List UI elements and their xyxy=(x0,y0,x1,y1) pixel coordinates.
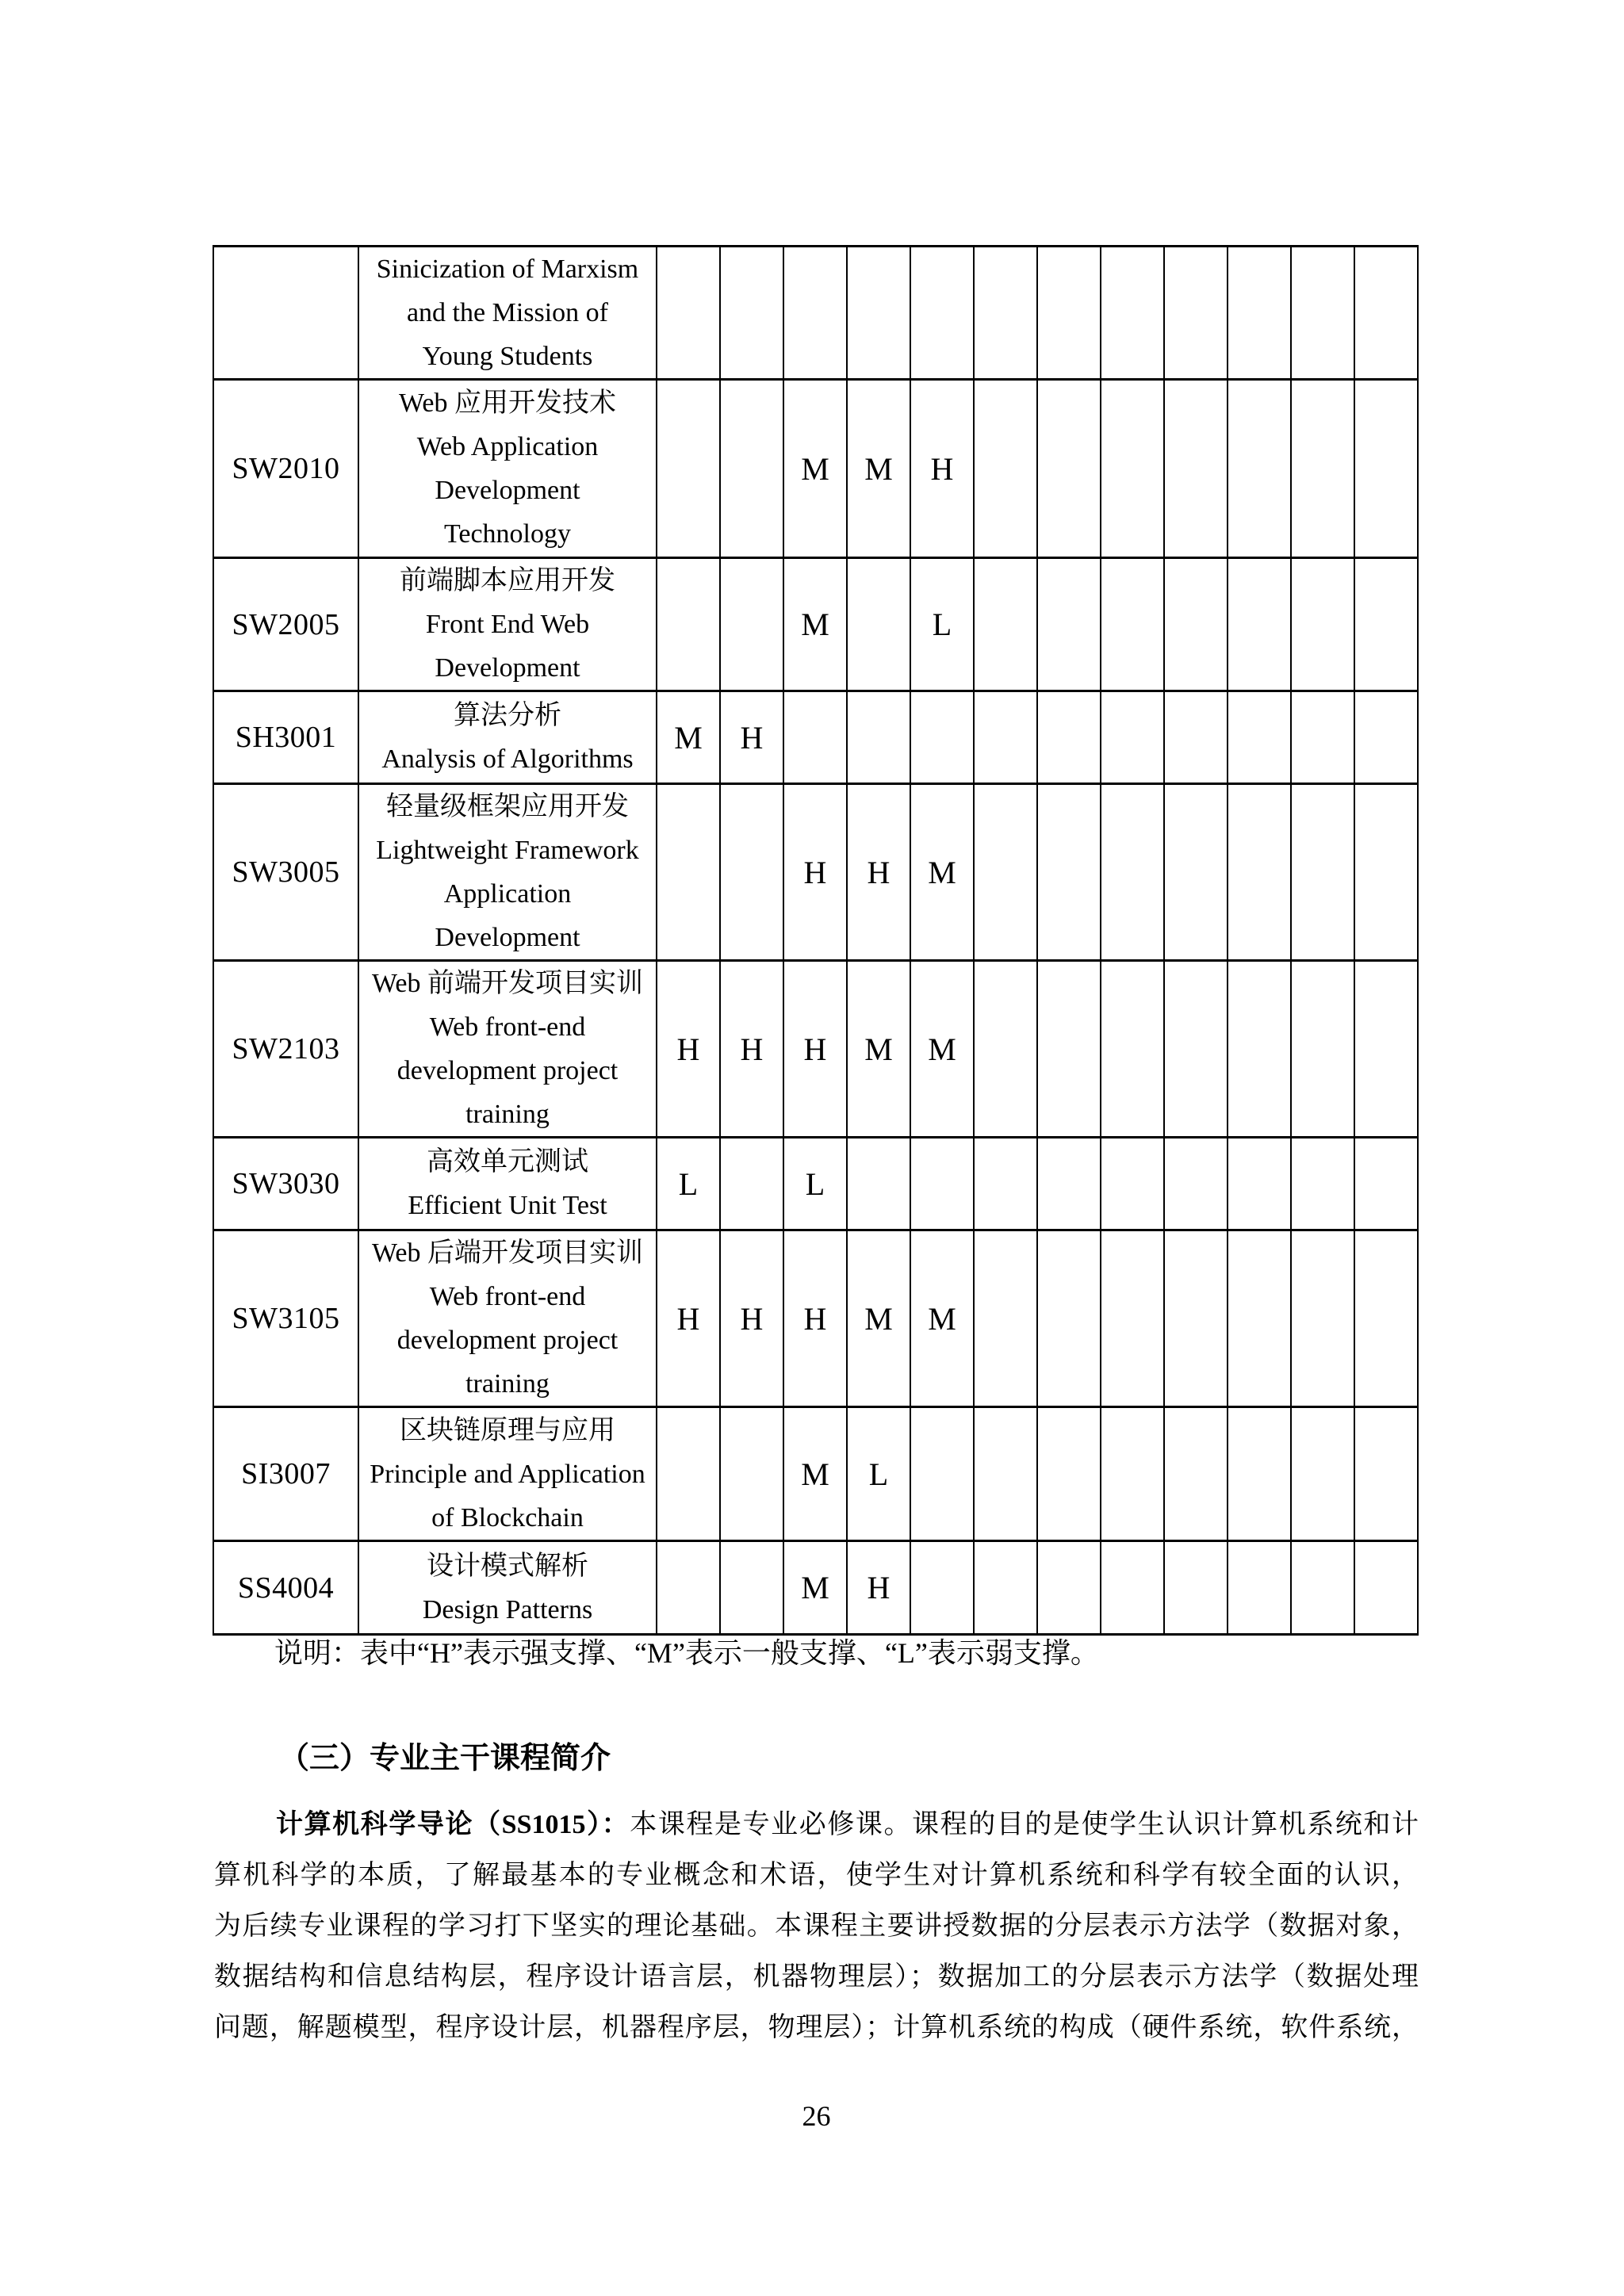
support-mark-cell xyxy=(1164,247,1228,380)
course-code-cell: SS4004 xyxy=(213,1541,358,1635)
table-legend: 说明：表中“H”表示强支撑、“M”表示一般支撑、“L”表示弱支撑。 xyxy=(274,1637,1099,1669)
support-mark-cell xyxy=(1291,1541,1354,1635)
support-mark-cell xyxy=(1164,691,1228,784)
course-name-cell xyxy=(358,961,657,1138)
course-name-line: Front End Web xyxy=(425,610,590,639)
course-intro-paragraph xyxy=(214,1800,1419,2053)
support-mark-cell: M xyxy=(847,1230,910,1407)
support-mark-cell xyxy=(910,1407,974,1541)
support-mark-cell xyxy=(1037,1407,1101,1541)
course-name-cell xyxy=(358,558,657,691)
course-name-line: Web 应用开发技术 xyxy=(399,388,616,418)
course-name-cell xyxy=(358,1138,657,1230)
support-mark-cell xyxy=(910,1541,974,1635)
support-mark-cell xyxy=(1291,380,1354,558)
course-name-line: Lightweight Framework xyxy=(376,836,639,865)
support-mark-cell: H xyxy=(720,691,783,784)
support-mark-cell xyxy=(1164,1230,1228,1407)
support-mark-cell xyxy=(1164,558,1228,691)
support-mark-cell xyxy=(974,247,1037,380)
course-name-line: Design Patterns xyxy=(422,1594,593,1624)
course-name-line: Young Students xyxy=(422,342,593,371)
support-mark-cell xyxy=(1228,558,1291,691)
table-row xyxy=(213,558,1418,691)
support-mark-cell xyxy=(720,558,783,691)
course-code-cell xyxy=(213,247,358,380)
course-name-line: and the Mission of xyxy=(406,298,609,327)
support-mark-cell xyxy=(1101,691,1164,784)
table-row xyxy=(213,1138,1418,1230)
support-mark-cell xyxy=(1037,380,1101,558)
table-row xyxy=(213,961,1418,1138)
course-name-line: Efficient Unit Test xyxy=(408,1191,607,1220)
course-name-line: 高效单元测试 xyxy=(427,1147,588,1177)
support-mark-cell xyxy=(1037,1541,1101,1635)
support-mark-cell xyxy=(657,247,720,380)
support-mark-cell xyxy=(1101,558,1164,691)
support-mark-cell xyxy=(1228,784,1291,961)
course-intro-lead: 计算机科学导论（SS1015）： xyxy=(276,1810,630,1839)
support-mark-cell xyxy=(1354,961,1418,1138)
course-name-line: Principle and Application xyxy=(370,1459,645,1489)
course-code-cell: SW3030 xyxy=(213,1138,358,1230)
course-name-line: 区块链原理与应用 xyxy=(400,1415,615,1445)
course-name-line: development project xyxy=(396,1056,619,1085)
course-name-line: Sinicization of Marxism xyxy=(376,254,639,284)
course-name-line: training xyxy=(465,1100,550,1129)
support-mark-cell xyxy=(657,1541,720,1635)
course-name-line: Development xyxy=(435,923,580,952)
support-mark-cell xyxy=(1101,1230,1164,1407)
support-mark-cell: H xyxy=(783,961,847,1138)
support-mark-cell xyxy=(974,691,1037,784)
support-mark-cell: H xyxy=(783,1230,847,1407)
support-mark-cell: M xyxy=(847,380,910,558)
support-mark-cell: M xyxy=(910,961,974,1138)
course-name-line: 轻量级框架应用开发 xyxy=(386,792,629,821)
table-row xyxy=(213,784,1418,961)
course-name-line: 算法分析 xyxy=(454,701,561,730)
support-mark-cell xyxy=(1101,784,1164,961)
support-mark-cell xyxy=(974,961,1037,1138)
support-mark-cell xyxy=(1037,1138,1101,1230)
support-mark-cell xyxy=(847,691,910,784)
support-mark-cell xyxy=(1354,1407,1418,1541)
support-mark-cell xyxy=(1354,380,1418,558)
support-mark-cell xyxy=(1291,784,1354,961)
course-name-line: development project xyxy=(396,1326,619,1355)
course-name-line: 设计模式解析 xyxy=(427,1551,588,1581)
course-name-line: of Blockchain xyxy=(431,1502,584,1533)
support-mark-cell xyxy=(720,1407,783,1541)
support-mark-cell xyxy=(1354,1230,1418,1407)
course-name-line: Web 后端开发项目实训 xyxy=(372,1238,643,1268)
support-mark-cell: M xyxy=(910,784,974,961)
support-mark-cell: M xyxy=(783,558,847,691)
course-table-body xyxy=(213,247,1418,1635)
support-mark-cell xyxy=(974,1541,1037,1635)
support-mark-cell xyxy=(1037,784,1101,961)
support-mark-cell xyxy=(1164,380,1228,558)
paragraph-line: 数据结构和信息结构层，程序设计语言层，机器物理层）；数据加工的分层表示方法学（数据处理 xyxy=(214,1962,1419,1992)
support-mark-cell xyxy=(720,1138,783,1230)
course-name-line: Web 前端开发项目实训 xyxy=(372,969,643,998)
support-mark-cell xyxy=(1101,247,1164,380)
support-mark-cell xyxy=(1037,691,1101,784)
support-mark-cell: H xyxy=(720,961,783,1138)
support-mark-cell xyxy=(783,691,847,784)
support-mark-cell: H xyxy=(783,784,847,961)
course-code-cell: SH3001 xyxy=(213,691,358,784)
support-mark-cell xyxy=(1037,247,1101,380)
course-name-line: Web Application xyxy=(416,432,599,461)
support-mark-cell xyxy=(910,1138,974,1230)
support-mark-cell xyxy=(1037,961,1101,1138)
paragraph-line xyxy=(214,1800,1419,1850)
support-mark-cell: M xyxy=(847,961,910,1138)
table-row xyxy=(213,1541,1418,1635)
support-mark-cell: H xyxy=(910,380,974,558)
support-mark-cell xyxy=(1228,1138,1291,1230)
paragraph-line: 为后续专业课程的学习打下坚实的理论基础。本课程主要讲授数据的分层表示方法学（数据对象， xyxy=(214,1911,1419,1941)
course-code-cell: SI3007 xyxy=(213,1407,358,1541)
course-name-line: training xyxy=(465,1369,550,1399)
course-code-cell: SW2005 xyxy=(213,558,358,691)
support-mark-cell xyxy=(974,784,1037,961)
support-mark-cell xyxy=(720,380,783,558)
course-name-cell xyxy=(358,1541,657,1635)
support-mark-cell xyxy=(1101,1138,1164,1230)
support-mark-cell xyxy=(1354,1541,1418,1635)
support-mark-cell xyxy=(974,1138,1037,1230)
course-name-cell xyxy=(358,380,657,558)
course-name-line: Development xyxy=(435,476,580,505)
support-mark-cell xyxy=(1291,961,1354,1138)
support-mark-cell xyxy=(1164,1138,1228,1230)
support-mark-cell: M xyxy=(910,1230,974,1407)
support-mark-cell xyxy=(1228,380,1291,558)
table-row xyxy=(213,691,1418,784)
support-mark-cell: L xyxy=(783,1138,847,1230)
support-mark-cell xyxy=(847,1138,910,1230)
support-mark-cell xyxy=(1101,1541,1164,1635)
support-mark-cell xyxy=(720,784,783,961)
support-mark-cell: M xyxy=(783,380,847,558)
support-mark-cell xyxy=(657,1407,720,1541)
support-mark-cell xyxy=(910,247,974,380)
support-mark-cell xyxy=(1228,691,1291,784)
course-name-line: Web front-end xyxy=(429,1012,586,1042)
support-mark-cell: M xyxy=(657,691,720,784)
course-name-cell xyxy=(358,247,657,380)
support-mark-cell xyxy=(1291,247,1354,380)
support-mark-cell xyxy=(1164,961,1228,1138)
support-mark-cell xyxy=(1101,1407,1164,1541)
course-name-cell xyxy=(358,691,657,784)
support-mark-cell xyxy=(1228,1407,1291,1541)
course-name-cell xyxy=(358,784,657,961)
support-mark-cell xyxy=(1354,784,1418,961)
support-mark-cell xyxy=(1354,558,1418,691)
support-mark-cell xyxy=(1164,1541,1228,1635)
support-mark-cell xyxy=(847,247,910,380)
course-code-cell: SW3005 xyxy=(213,784,358,961)
course-name-cell xyxy=(358,1230,657,1407)
support-mark-cell xyxy=(847,558,910,691)
support-mark-cell: H xyxy=(847,784,910,961)
support-mark-cell xyxy=(1291,1230,1354,1407)
course-name-line: Analysis of Algorithms xyxy=(381,744,634,774)
support-mark-cell xyxy=(974,558,1037,691)
support-mark-cell xyxy=(1101,961,1164,1138)
support-mark-cell: H xyxy=(657,1230,720,1407)
support-mark-cell xyxy=(1228,1230,1291,1407)
table-row xyxy=(213,1407,1418,1541)
table-row xyxy=(213,1230,1418,1407)
support-mark-cell xyxy=(1291,1138,1354,1230)
section-heading: （三）专业主干课程简介 xyxy=(279,1742,611,1775)
course-code-cell: SW2103 xyxy=(213,961,358,1138)
support-mark-cell xyxy=(910,691,974,784)
paragraph-line: 算机科学的本质，了解最基本的专业概念和术语，使学生对计算机系统和科学有较全面的认识， xyxy=(214,1861,1419,1890)
support-mark-cell: H xyxy=(847,1541,910,1635)
support-mark-cell xyxy=(1228,1541,1291,1635)
support-mark-cell: L xyxy=(910,558,974,691)
paragraph-line: 问题，解题模型，程序设计层，机器程序层，物理层）；计算机系统的构成（硬件系统，软件系统， xyxy=(214,2013,1419,2042)
support-mark-cell xyxy=(1037,558,1101,691)
support-mark-cell xyxy=(1291,1407,1354,1541)
support-mark-cell xyxy=(783,247,847,380)
support-mark-cell: M xyxy=(783,1541,847,1635)
support-mark-cell xyxy=(657,558,720,691)
course-name-line: Development xyxy=(435,653,580,683)
support-mark-cell: L xyxy=(657,1138,720,1230)
support-mark-cell xyxy=(974,1230,1037,1407)
page-number: 26 xyxy=(802,2100,831,2132)
paragraph-text: 本课程是专业必修课。课程的目的是使学生认识计算机系统和计 xyxy=(630,1810,1419,1839)
course-name-line: Technology xyxy=(443,519,572,549)
support-mark-cell xyxy=(1354,1138,1418,1230)
support-mark-cell xyxy=(657,380,720,558)
course-name-line: Application xyxy=(443,879,572,909)
support-mark-cell xyxy=(1354,247,1418,380)
table-row xyxy=(213,380,1418,558)
course-code-cell: SW3105 xyxy=(213,1230,358,1407)
course-name-cell xyxy=(358,1407,657,1541)
support-mark-cell xyxy=(1164,1407,1228,1541)
course-code-cell: SW2010 xyxy=(213,380,358,558)
support-mark-cell xyxy=(1291,691,1354,784)
support-mark-cell: H xyxy=(657,961,720,1138)
support-mark-cell xyxy=(1037,1230,1101,1407)
support-mark-cell xyxy=(1101,380,1164,558)
support-mark-cell xyxy=(974,380,1037,558)
support-mark-cell: H xyxy=(720,1230,783,1407)
support-mark-cell: M xyxy=(783,1407,847,1541)
table-row xyxy=(213,247,1418,380)
course-name-line: Web front-end xyxy=(429,1282,586,1311)
support-mark-cell xyxy=(1164,784,1228,961)
support-mark-cell xyxy=(720,247,783,380)
support-mark-cell xyxy=(720,1541,783,1635)
course-support-matrix-table xyxy=(213,245,1419,1636)
support-mark-cell xyxy=(1354,691,1418,784)
course-name-line: 前端脚本应用开发 xyxy=(400,566,615,595)
support-mark-cell xyxy=(1291,558,1354,691)
support-mark-cell xyxy=(974,1407,1037,1541)
support-mark-cell xyxy=(657,784,720,961)
support-mark-cell xyxy=(1228,247,1291,380)
support-mark-cell: L xyxy=(847,1407,910,1541)
support-mark-cell xyxy=(1228,961,1291,1138)
